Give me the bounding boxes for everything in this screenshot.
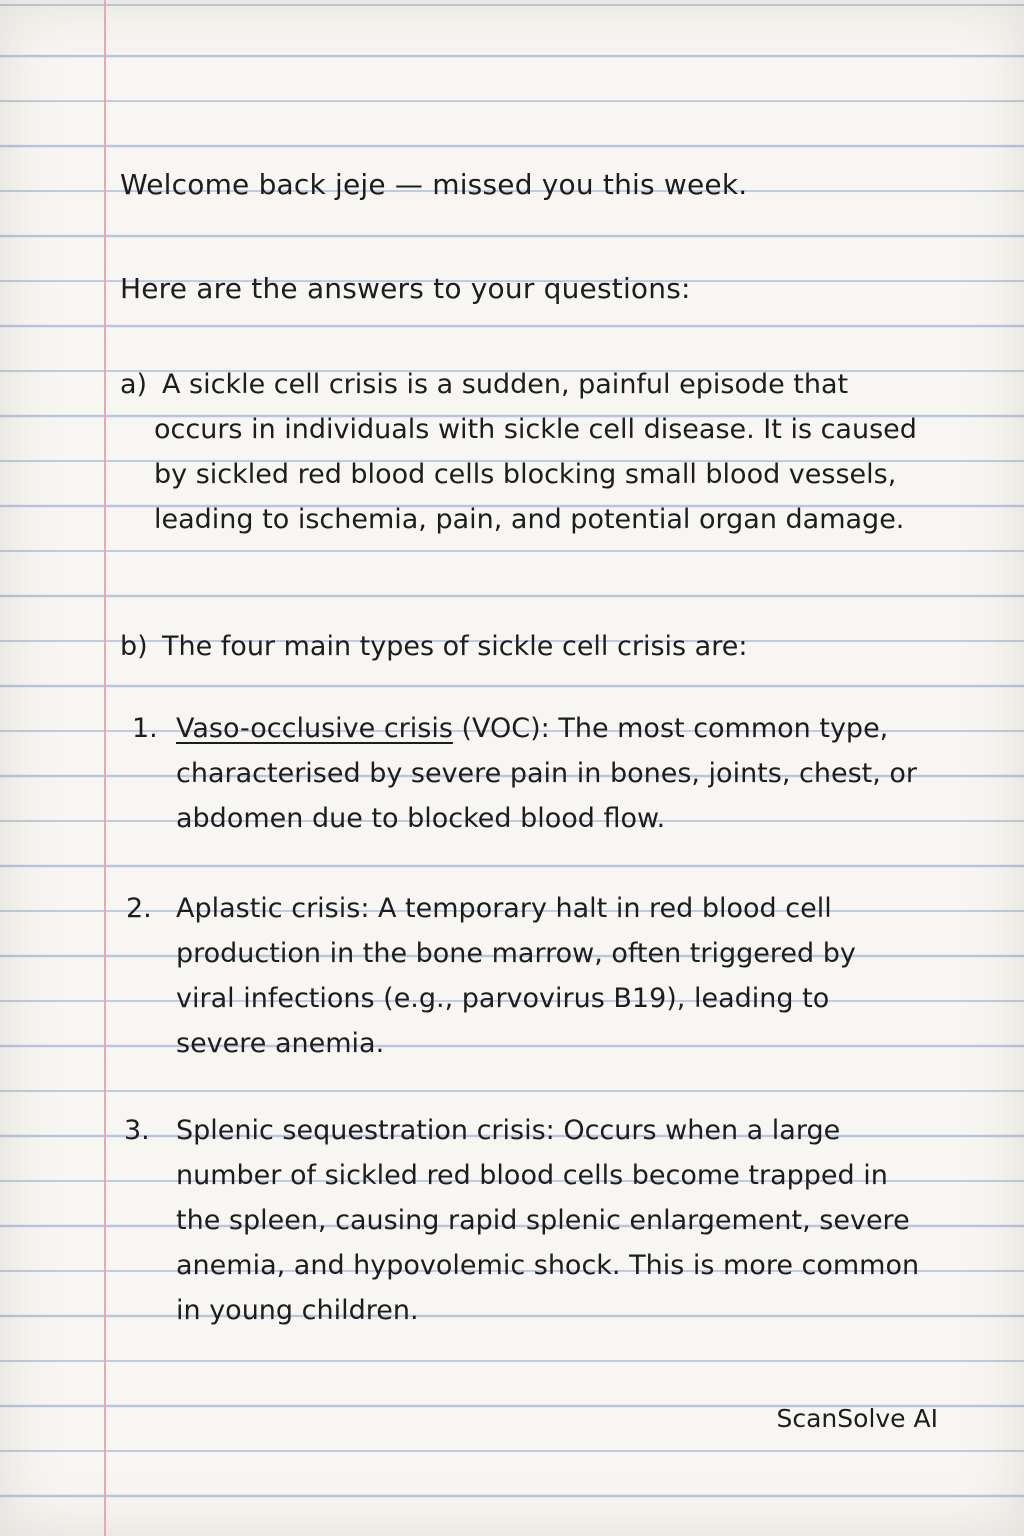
- list-item-text: Splenic sequestration crisis: Occurs when a large number of sickled red blood cells become trapped in the spleen, causing rapid splenic enlargement, severe anemia, and hypovolemic shock. This is more common in young children.: [176, 1115, 920, 1326]
- list-item-text: Aplastic crisis: A temporary halt in red blood cell production in the bone marrow, often triggered by viral infections (e.g., parvovirus B19), leading to severe anemia.: [176, 893, 856, 1059]
- list-item-number: 2.: [126, 893, 152, 924]
- answer-a: [120, 362, 920, 542]
- list-item-term: Vaso-occlusive crisis: [176, 713, 453, 744]
- list-item-number: 1.: [132, 713, 158, 744]
- intro-line: Here are the answers to your questions:: [120, 272, 691, 305]
- answer-b: [120, 624, 920, 669]
- list-item-number: 3.: [124, 1115, 150, 1146]
- greeting-line: Welcome back jeje — missed you this week.: [120, 168, 748, 201]
- list-item-rest: (VOC): The most common type, characterised by severe pain in bones, joints, chest, or abdomen due to blocked blood flow.: [176, 713, 918, 834]
- answer-a-text: A sickle cell crisis is a sudden, painful episode that occurs in individuals with sickle cell disease. It is caused by sickled red blood cells blocking small blood vessels, leading to ischemia, pain, and potential organ damage.: [154, 369, 917, 535]
- list-item-text: [176, 706, 922, 841]
- list-item: [124, 1108, 934, 1333]
- brand-signature: ScanSolve AI: [776, 1404, 938, 1433]
- list-item: [132, 706, 922, 841]
- margin-line: [104, 0, 106, 1536]
- answer-a-label: a): [120, 369, 148, 400]
- list-item: [126, 886, 922, 1066]
- answer-b-text: The four main types of sickle cell crisis are:: [162, 631, 748, 662]
- answer-b-label: b): [120, 631, 148, 662]
